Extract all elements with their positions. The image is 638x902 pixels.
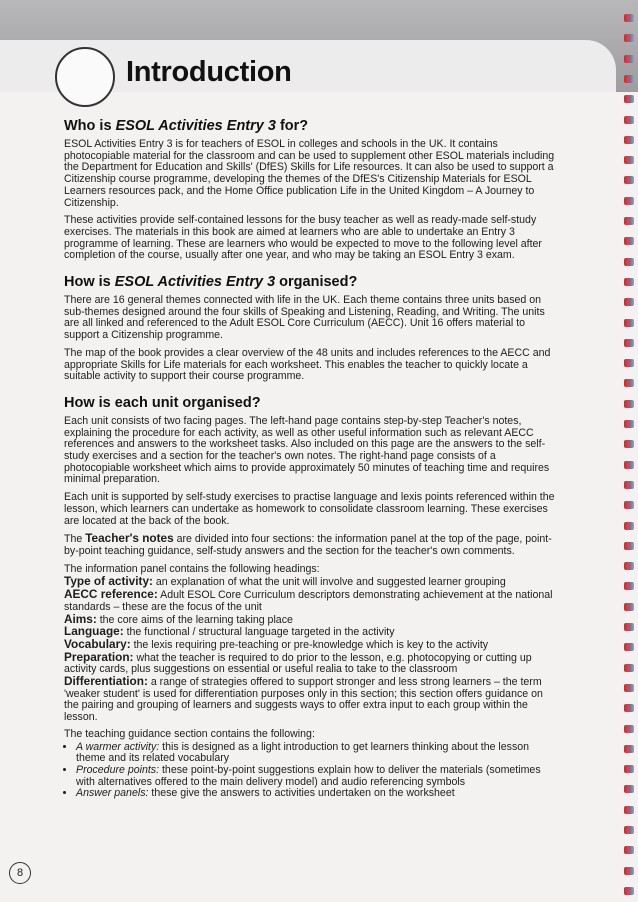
bullet-list <box>64 742 558 801</box>
binding-ring <box>624 379 634 387</box>
info-heading-term: Type of activity: <box>64 574 153 589</box>
list-item-text: this is designed as a light introduction to get learners thinking about the lesson theme and its related vocabulary <box>76 740 530 765</box>
paragraph: The information panel contains the following headings: <box>64 562 320 575</box>
paragraph: ESOL Activities Entry 3 is for teachers of ESOL in colleges and schools in the UK. It contains photocopiable material for the classroom and can be used to supplement other ESOL materials including the Department for Education and Skills' (DfES) Skills for Life resources. It can also be used to support a Citizenship course programme, developing the themes of the DfES's Citizenship Materials for ESOL Learners resources pack, and the Home Office publication Life in the United Kingdom – A Journey to Citizenship. <box>64 138 555 209</box>
binding-ring <box>624 116 634 124</box>
binding-ring <box>624 258 634 266</box>
binding-ring <box>624 420 634 428</box>
paragraph: The map of the book provides a clear overview of the 48 units and includes references to the AECC and appropriate Skills for Life materials for each worksheet. This enables the teacher to quickly locate a suitable activity to support their course programme. <box>64 346 551 383</box>
section-heading-who <box>64 118 558 135</box>
list-item-text: these give the answers to activities undertaken on the worksheet <box>148 787 455 800</box>
binding-ring <box>624 765 634 773</box>
binding-ring <box>624 623 634 631</box>
list-item-label: A warmer activity: <box>76 740 160 753</box>
info-heading-term: Differentiation: <box>64 674 148 689</box>
info-heading-term: Aims: <box>64 611 97 626</box>
binding-ring <box>624 664 634 672</box>
list-item-label: Answer panels: <box>76 787 149 800</box>
binding-ring <box>624 298 634 306</box>
binding-ring <box>624 501 634 509</box>
binding-ring <box>624 34 634 42</box>
info-heading-desc: a range of strategies offered to support stronger and less strong learners – the term 'weaker student' is used for differentiation purposes only in this section; this section offers guidance on the pairing and grouping of learners and suggests ways to offer extra input to each group within the lesson. <box>64 676 543 724</box>
paragraph: Each unit consists of two facing pages. The left-hand page contains step-by-step Teacher's notes, explaining the procedure for each activity, as well as other useful information such as relevant AECC references and answers to the worksheet tasks. Also included on this page are the answers to the self-study exercises and a section for the teacher's own notes. The right-hand page consists of a photocopiable worksheet which aims to provide approximately 50 minutes of teaching time and requires minimal preparation. <box>64 414 550 486</box>
info-heading-desc: Adult ESOL Core Curriculum descriptors demonstrating achievement at the national standards – these are the focus of the unit <box>64 589 553 613</box>
binding-ring <box>624 278 634 286</box>
binding-ring <box>624 217 634 225</box>
info-heading-desc: the lexis requiring pre-teaching or pre-knowledge which is key to the activity <box>130 638 489 651</box>
binding-ring <box>624 156 634 164</box>
list-item <box>76 742 558 765</box>
binding-ring <box>624 359 634 367</box>
info-heading-term: Preparation: <box>64 649 134 664</box>
title-circle-icon <box>55 47 115 107</box>
binding-ring <box>624 785 634 793</box>
info-heading-item <box>64 626 558 639</box>
binding-ring <box>624 582 634 590</box>
info-heading-desc: what the teacher is required to do prior to the lesson, e.g. photocopying or cutting up activity cards, plus suggestions on essential or useful realia to take to the classroom <box>64 651 532 676</box>
info-heading-term: Vocabulary: <box>64 636 131 651</box>
list-item-text: these point-by-point suggestions explain how to deliver the materials (sometimes with alternatives offered to the main delivery model) and audio referencing symbols <box>76 763 541 788</box>
section-heading-how-organised <box>64 274 558 291</box>
binding-ring <box>624 481 634 489</box>
main-content <box>64 118 558 800</box>
binding-ring <box>624 95 634 103</box>
heading-book-title: ESOL Activities Entry 3 <box>115 118 276 134</box>
info-heading-item <box>64 649 558 676</box>
binding-ring <box>624 440 634 448</box>
bold-term: Teacher's notes <box>85 531 174 546</box>
binding-ring <box>624 319 634 327</box>
info-heading-item <box>64 589 558 613</box>
binding-ring <box>624 826 634 834</box>
heading-text: organised? <box>275 274 358 291</box>
list-item <box>76 765 558 788</box>
heading-text: Who is <box>64 118 116 134</box>
info-heading-desc: the core aims of the learning taking place <box>96 613 293 626</box>
info-heading-item <box>64 611 558 627</box>
paragraph: Each unit is supported by self-study exercises to practise language and lexis points referenced within the lesson, which learners can undertake as homework to consolidate classroom learning. These exercises are located at the back of the book. <box>64 491 555 527</box>
section-heading-unit-organised: How is each unit organised? <box>64 394 261 411</box>
binding-ring <box>624 400 634 408</box>
info-heading-term: Language: <box>64 624 124 639</box>
binding-ring <box>624 745 634 753</box>
list-item-label: Procedure points: <box>76 763 160 776</box>
heading-text: How is <box>64 274 115 291</box>
binding-ring <box>624 55 634 63</box>
heading-text: for? <box>275 118 309 134</box>
info-heading-item <box>64 676 558 724</box>
binding-ring <box>624 237 634 245</box>
term-list <box>64 576 558 723</box>
binding-ring <box>624 339 634 347</box>
text: The <box>64 533 86 546</box>
binding-ring <box>624 704 634 712</box>
paragraph: The teaching guidance section contains the following: <box>64 727 315 740</box>
binding-ring <box>624 806 634 814</box>
text: are divided into four sections: the information panel at the top of the page, point-by-point teaching guidance, self-study answers and the section for the teacher's own comments. <box>64 533 552 557</box>
heading-book-title: ESOL Activities Entry 3 <box>114 274 276 291</box>
list-item <box>76 788 558 800</box>
binding-ring <box>624 684 634 692</box>
page-title: Introduction <box>126 56 292 88</box>
binding-ring <box>624 14 634 22</box>
page-number: 8 <box>9 862 31 884</box>
binding-ring <box>624 603 634 611</box>
binding-ring <box>624 522 634 530</box>
binding-ring <box>624 75 634 83</box>
paragraph: There are 16 general themes connected with life in the UK. Each theme contains three units based on sub-themes designed around the four skills of Speaking and Listening, Reading, and Writing. The units are all linked and referenced to the Adult ESOL Core Curriculum (AECC). Unit 16 offers material to support a Citizenship programme. <box>64 294 545 342</box>
binding-ring <box>624 197 634 205</box>
info-heading-desc: the functional / structural language targeted in the activity <box>123 626 395 639</box>
binding-ring <box>624 725 634 733</box>
paragraph <box>64 533 558 557</box>
binding-ring <box>624 643 634 651</box>
binding-ring <box>624 846 634 854</box>
binding-ring <box>624 136 634 144</box>
paragraph: These activities provide self-contained lessons for the busy teacher as well as ready-made self-study exercises. The materials in this book are aimed at learners who are able to undertake an Entry 3 programme of learning. These are learners who would be expected to move to the following level after completion of the course, usually after one year, and who may be taking an ESOL Entry 3 exam. <box>64 214 542 262</box>
info-heading-item <box>64 636 558 652</box>
binding-ring <box>624 461 634 469</box>
info-heading-term: AECC reference: <box>64 587 158 602</box>
binding-ring <box>624 562 634 570</box>
binding-ring <box>624 176 634 184</box>
binding-ring <box>624 867 634 875</box>
binding-ring <box>624 887 634 895</box>
binding-ring <box>624 542 634 550</box>
info-heading-desc: an explanation of what the unit will involve and suggested learner grouping <box>152 576 506 589</box>
